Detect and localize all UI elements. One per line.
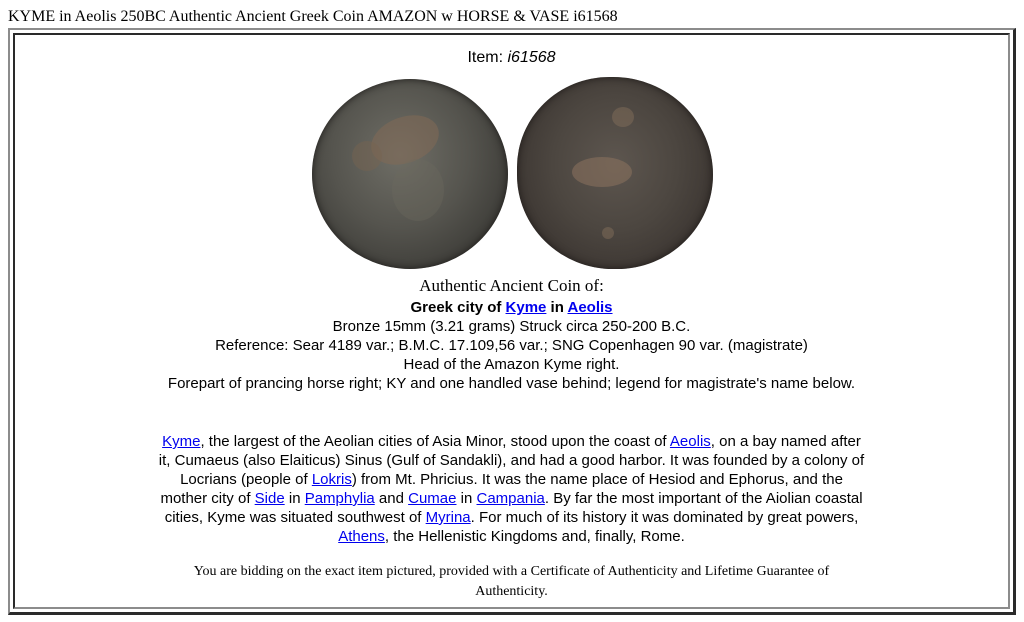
coin-obverse-desc: Head of the Amazon Kyme right. — [403, 356, 620, 373]
item-label: Item: — [467, 49, 504, 66]
history-text-segment: in — [456, 490, 477, 507]
pamphylia-link[interactable]: Pamphylia — [304, 490, 375, 507]
myrina-link[interactable]: Myrina — [425, 509, 471, 526]
side-link[interactable]: Side — [254, 490, 285, 507]
coin-description — [15, 298, 1008, 393]
coin-obverse-image — [312, 79, 508, 269]
coin-origin — [15, 298, 1008, 317]
city-history — [15, 432, 1008, 546]
coin-photo — [312, 73, 714, 271]
history-text-segment: and — [374, 490, 409, 507]
athens-link[interactable]: Athens — [338, 528, 385, 545]
cumae-link[interactable]: Cumae — [408, 490, 457, 507]
history-text-segment: . By far the most important of the Aiolian coastal cities, Kyme was situated southwest of — [164, 490, 863, 526]
authenticity-guarantee — [15, 562, 1008, 602]
page-title: KYME in Aeolis 250BC Authentic Ancient Greek Coin AMAZON w HORSE & VASE i61568 — [8, 8, 618, 25]
history-text-segment: in — [284, 490, 305, 507]
listing-frame — [8, 28, 1016, 615]
history-text-segment: . For much of its history it was dominated by great powers, — [470, 509, 859, 526]
guarantee-text: You are bidding on the exact item pictured, provided with a Certificate of Authenticity and Lifetime Guarantee of Authenticity. — [193, 564, 830, 599]
listing-content — [13, 33, 1010, 609]
history-text-segment: ) from Mt. Phricius. It was the name place of Hesiod and Ephorus, and the mother city of — [160, 471, 843, 507]
history-text-segment: , the Hellenistic Kingdoms and, finally, Rome. — [384, 528, 685, 545]
aeolis-link[interactable]: Aeolis — [669, 433, 711, 450]
coin-reverse-image — [517, 77, 713, 269]
origin-mid: in — [546, 299, 568, 316]
origin-prefix: Greek city of — [410, 299, 506, 316]
item-id: i61568 — [507, 49, 556, 66]
history-text-segment: , the largest of the Aeolian cities of Asia Minor, stood upon the coast of — [200, 433, 670, 450]
coin-reference: Reference: Sear 4189 var.; B.M.C. 17.109,56 var.; SNG Copenhagen 90 var. (magistrate) — [215, 337, 808, 354]
item-id-line — [15, 49, 1008, 67]
coin-reverse-desc: Forepart of prancing horse right; KY and one handled vase behind; legend for magistrate's name below. — [167, 375, 856, 392]
kyme-link[interactable]: Kyme — [162, 433, 201, 450]
coin-material: Bronze 15mm (3.21 grams) Struck circa 250-200 B.C. — [332, 318, 691, 335]
aeolis-link[interactable]: Aeolis — [567, 299, 613, 316]
lokris-link[interactable]: Lokris — [311, 471, 352, 488]
campania-link[interactable]: Campania — [476, 490, 545, 507]
history-paragraph — [157, 432, 867, 546]
history-text-segment: , on a bay named after it, Cumaeus (also Elaiticus) Sinus (Gulf of Sandakli), and had a good harbor. It was founded by a colony of Locrians (people of — [158, 433, 865, 488]
kyme-link[interactable]: Kyme — [505, 299, 547, 316]
coin-heading: Authentic Ancient Coin of: — [419, 276, 604, 295]
